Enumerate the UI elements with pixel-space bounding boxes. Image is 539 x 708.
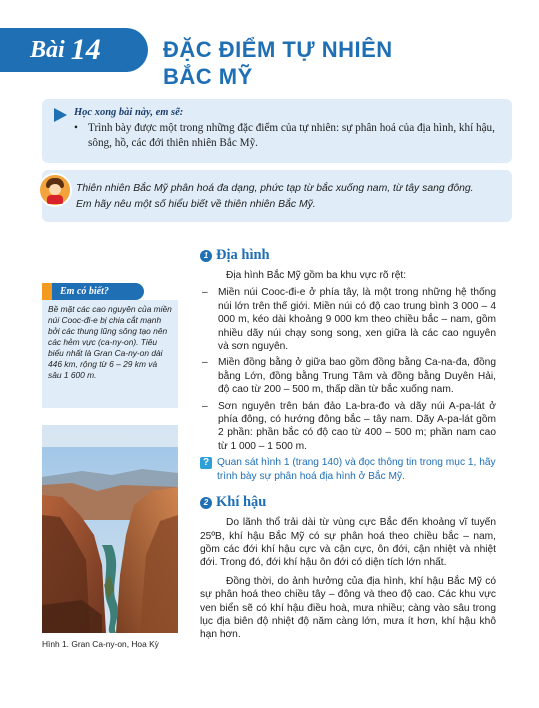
objectives-box (42, 99, 512, 163)
student-avatar-icon (38, 173, 72, 207)
objectives-item: • Trình bày được một trong những đặc điểm của tự nhiên: sự phân hoá của địa hình, khí hậu, sông, hồ, các đới thiên nhiên Bắc Mỹ. (74, 121, 500, 151)
question-mark-icon: ? (200, 457, 212, 469)
did-you-know-box (42, 283, 178, 408)
section-1-number: 1 (200, 250, 212, 262)
did-you-know-label: Em có biết? (42, 283, 144, 300)
page-title (163, 36, 523, 90)
intro-box (42, 170, 512, 222)
play-triangle-icon (54, 108, 67, 122)
did-you-know-text: Bề mặt các cao nguyên của miền núi Cooc-đi-e bị chia cắt mạnh bởi các thung lũng sông tạo nên các hẻm vực (ca-ny-on). Tiêu biểu nhất là Gran Ca-ny-on dài 446 km, rộng từ 6 – 29 km và sâu 1 600 m. (42, 300, 178, 408)
section-2-number: 2 (200, 497, 212, 509)
intro-line-2: Em hãy nêu một số hiểu biết về thiên nhiên Bắc Mỹ. (76, 199, 316, 210)
title-line-2: BẮC MỸ (163, 64, 253, 89)
section-2-title: Khí hậu (216, 494, 267, 511)
section-2-paragraph-1: Do lãnh thổ trải dài từ vùng cực Bắc đến khoảng vĩ tuyến 25ºB, khí hậu Bắc Mỹ có sự phân hoá theo chiều bắc – nam, gồm các đới khí hậu cực và cận cực, ôn đới, cận nhiệt và nhiệt đới. Trong đó, đới khí hậu ôn đới có diện tích lớn nhất. (200, 517, 496, 569)
title-line-1: ĐẶC ĐIỂM TỰ NHIÊN (163, 37, 393, 62)
figure-caption: Hình 1. Gran Ca-ny-on, Hoa Kỳ (42, 639, 159, 649)
section-1-title: Địa hình (216, 247, 270, 263)
objectives-heading: Học xong bài này, em sẽ: (74, 107, 184, 118)
section-1-question-text: Quan sát hình 1 (trang 140) và đọc thông tin trong mục 1, hãy trình bày sự phân hoá địa hình ở Bắc Mỹ. (217, 457, 496, 482)
grand-canyon-photo (42, 425, 178, 633)
section-1-intro: Địa hình Bắc Mỹ gồm ba khu vực rõ rệt: (226, 270, 407, 281)
section-2-paragraph-2: Đồng thời, do ảnh hưởng của địa hình, khí hậu Bắc Mỹ có sự phân hoá theo chiều tây – đông và theo độ cao. Các khu vực ven biển sẽ có khí hậu điều hoà, mưa nhiều; càng vào sâu trong lục địa biên độ nhiệt độ năm càng lớn, mưa ít hơn, khí hậu khô hạn hơn. (200, 575, 496, 641)
section-2-heading (200, 493, 496, 512)
lesson-number: 14 (70, 33, 101, 66)
section-1-bullet-3: – Sơn nguyên trên bán đảo La-bra-đo và dãy núi A-pa-lát ở phía đông, có hướng đông bắc – tây nam. Dãy A-pa-lát gồm 2 phần: phần bắc có độ cao từ 400 – 500 m; phần nam cao từ 1 000 – 1 500 m. (200, 400, 496, 454)
canyon-illustration (42, 425, 178, 633)
lesson-badge (0, 28, 148, 72)
intro-line-1: Thiên nhiên Bắc Mỹ phân hoá đa dạng, phức tạp từ bắc xuống nam, từ tây sang đông. (76, 183, 474, 194)
section-1-question (200, 456, 496, 483)
section-1-bullet-2: – Miền đồng bằng ở giữa bao gồm đồng bằng Ca-na-đa, đồng bằng Lớn, đồng bằng Trung Tâm và đồng bằng Duyên Hải, độ cao từ 200 – 500 m, thấp dần từ bắc xuống nam. (200, 356, 496, 396)
main-content (200, 246, 496, 642)
section-1-heading (200, 246, 496, 265)
section-1-bullet-1: – Miền núi Cooc-đi-e ở phía tây, là một trong những hệ thống núi lớn trên thế giới. Miền núi có độ cao trung bình 3 000 – 4 000 m, kéo dài khoảng 9 000 km theo chiều bắc – nam, gồm nhiều dãy núi chạy song song, xen giữa là các cao nguyên và sơn nguyên. (200, 286, 496, 353)
lesson-word: Bài (30, 36, 65, 63)
